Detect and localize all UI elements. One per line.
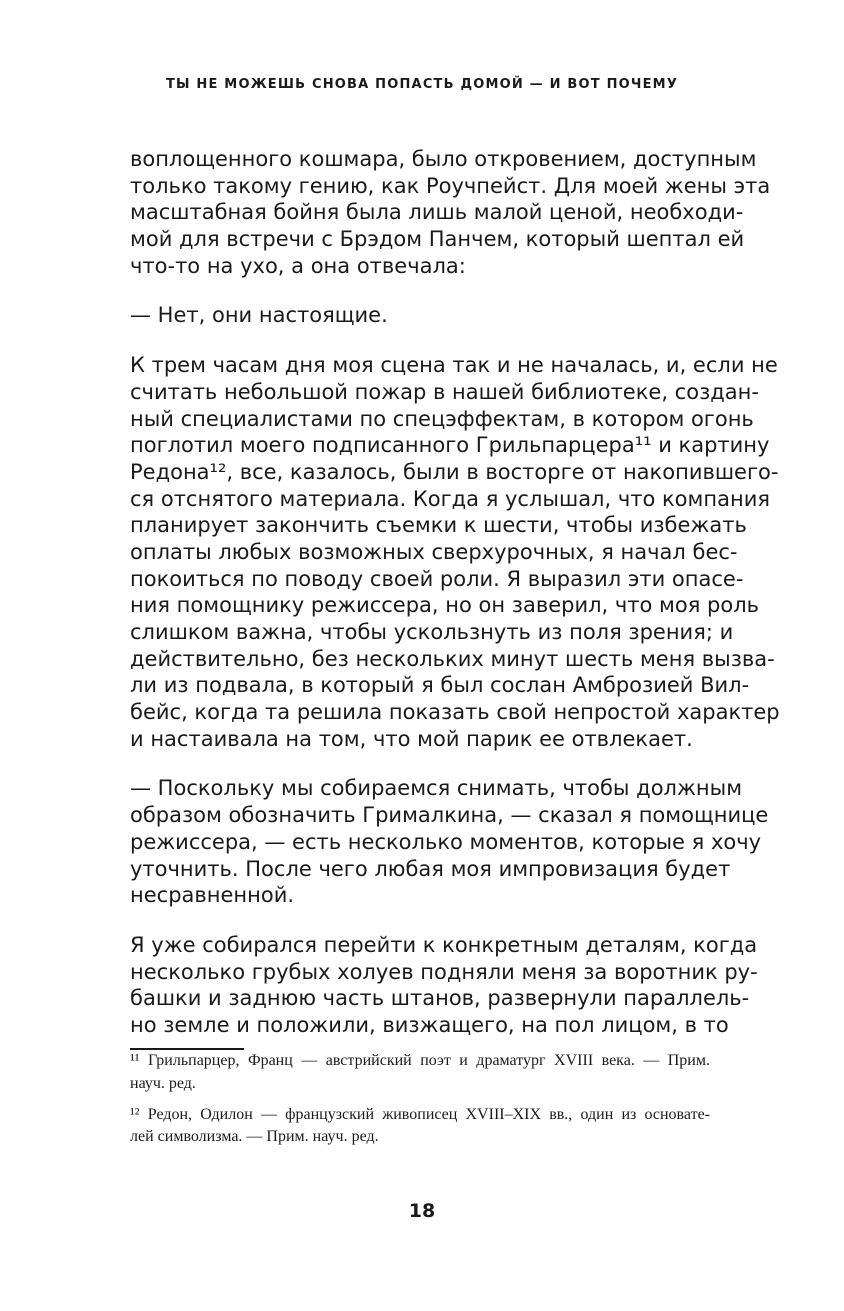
paragraph — [130, 932, 758, 1039]
text-line: ся отснятого материала. Когда я услышал, что компания — [130, 486, 770, 511]
footnote — [130, 1050, 710, 1096]
text-line: поглотил моего подписанного Грильпарцера¹¹ и картину — [130, 433, 770, 458]
footnote — [130, 1104, 710, 1150]
text-line: уточнить. После чего любая моя импровизация будет — [130, 856, 731, 881]
text-line: несравненной. — [130, 883, 295, 908]
footnotes — [130, 1050, 710, 1149]
paragraph — [130, 146, 771, 279]
footnote-line: лей символизма. — Прим. науч. ред. — [130, 1128, 379, 1146]
text-line: мой для встречи с Брэдом Панчем, который шептал ей — [130, 227, 745, 252]
paragraph — [130, 352, 780, 752]
text-line: но земле и положили, визжащего, на пол лицом, в то — [130, 1012, 729, 1037]
text-line: покоиться по поводу своей роли. Я выразил эти опасе- — [130, 566, 744, 591]
text-line: ния помощнику режиссера, но он заверил, что моя роль — [130, 593, 760, 618]
text-line: — Поскольку мы собираемся снимать, чтобы должным — [130, 776, 743, 801]
text-line: только такому гению, как Роучпейст. Для моей жены эта — [130, 173, 771, 198]
text-line: оплаты любых возможных сверхурочных, я начал бес- — [130, 539, 738, 564]
body-text — [130, 146, 780, 1039]
page-number: 18 — [408, 1200, 436, 1222]
text-line: башки и заднюю часть штанов, развернули параллель- — [130, 986, 750, 1011]
text-line: считать небольшой пожар в нашей библиотеке, создан- — [130, 379, 759, 404]
text-line: режиссера, — есть несколько моментов, которые я хочу — [130, 829, 762, 854]
text-line: действительно, без нескольких минут шесть меня вызва- — [130, 646, 775, 671]
text-line: слишком важна, чтобы ускользнуть из поля зрения; и — [130, 620, 734, 644]
running-header: ТЫ НЕ МОЖЕШЬ СНОВА ПОПАСТЬ ДОМОЙ — И ВОТ ПОЧЕМУ — [165, 77, 679, 92]
paragraph — [130, 302, 710, 329]
text-line: ли из подвала, в который я был сослан Амброзией Вил- — [130, 673, 750, 698]
text-line: К трем часам дня моя сцена так и не началась, и, если не — [130, 353, 778, 378]
footnote-line: науч. ред. — [130, 1074, 196, 1092]
footnote-line: ¹² Редон, Одилон — французский живописец XVIII–XIX вв., один из основате- — [130, 1105, 710, 1123]
text-line: воплощенного кошмара, было откровением, доступным — [130, 147, 757, 171]
footnote-line: ¹¹ Грильпарцер, Франц — австрийский поэт и драматург XVIII века. — Прим. — [130, 1052, 710, 1069]
text-line: несколько грубых холуев подняли меня за воротник ру- — [130, 959, 758, 984]
text-line: планирует закончить съемки к шести, чтобы избежать — [130, 513, 747, 538]
text-line: и настаивала на том, что мой парик ее отвлекает. — [130, 726, 693, 751]
text-line: образом обозначить Грималкина, — сказал я помощнице — [130, 803, 769, 828]
text-line: бейс, когда та решила показать свой непростой характер — [130, 700, 780, 725]
text-line: что-то на ухо, а она отвечала: — [130, 253, 466, 278]
text-line: ный специалистами по спецэффектам, в котором огонь — [130, 406, 754, 431]
text-line: — Нет, они настоящие. — [130, 303, 388, 328]
paragraph — [130, 775, 769, 908]
text-line: масштабная бойня была лишь малой ценой, необходи- — [130, 200, 744, 225]
text-line: Я уже собирался перейти к конкретным деталям, когда — [130, 932, 758, 957]
text-line: Редона¹², все, казалось, были в восторге от накопившего- — [130, 459, 779, 484]
